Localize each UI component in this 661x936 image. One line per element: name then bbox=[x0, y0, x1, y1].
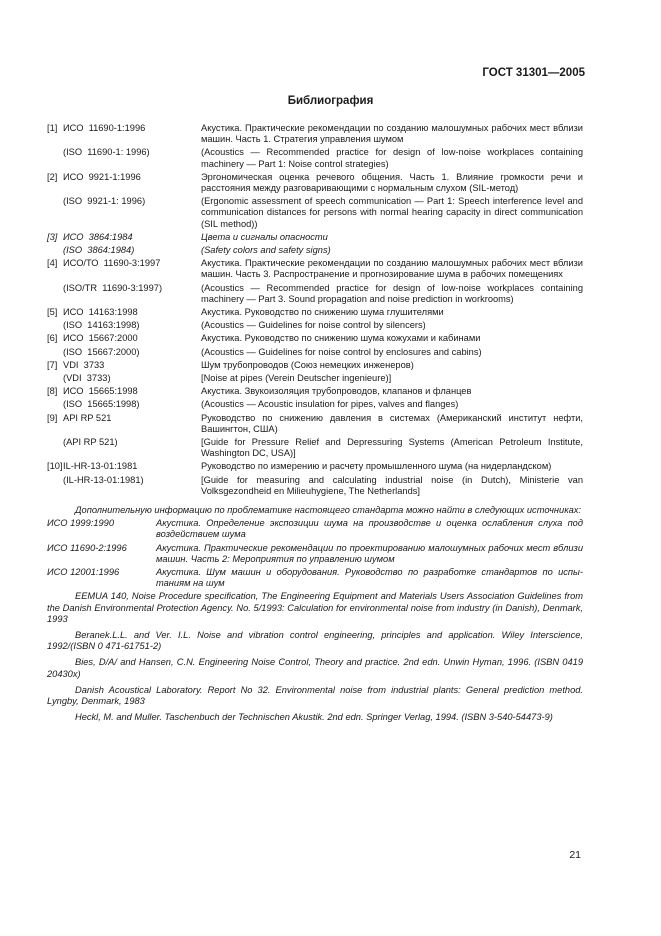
literature-list bbox=[47, 591, 583, 723]
iso-item-text: Акустика. Шум машин и оборудования. Руководство по разработке стандартов по испытаниям на шум bbox=[156, 567, 583, 589]
reference-text: (Ergonomic assessment of speech communication — Part 1: Speech interference level and communication distances for persons with normal hearing capacity in direct communication (SIL method)) bbox=[201, 196, 583, 229]
reference-code: ИСО 9921-1:1996 bbox=[63, 171, 141, 182]
reference-code: (ISO 15665:1998) bbox=[63, 399, 140, 410]
reference-row bbox=[47, 475, 583, 497]
iso-item-code: ИСО 1999:1990 bbox=[47, 518, 115, 529]
literature-item: Danish Acoustical Laboratory. Report No 32. Environmental noise from industrial plants: General prediction method. Lyngby, Denmark, 1983 bbox=[47, 684, 583, 707]
literature-item: Heckl, M. and Muller. Taschenbuch der Technischen Akustik. 2nd edn. Springer Verlag, 1994. (ISBN 3-540-54473-9) bbox=[75, 712, 553, 723]
reference-code: ИСО/ТО 11690-3:1997 bbox=[63, 258, 161, 269]
iso-items-list bbox=[47, 518, 583, 589]
literature-item: EEMUA 140, Noise Procedure specification, The Engineering Equipment and Materials Users Association Guidelines from the Danish Environmental Protection Agency. No. 5/1993: Calculation for environmental noise from industry (in Danish), Denmark, 1993 bbox=[47, 591, 583, 624]
reference-code: (API RP 521) bbox=[63, 437, 118, 448]
reference-text: Акустика. Практические рекомендации по созданию малошумных рабочих мест вблизи машин. Часть 3. Распространение и прогнозирование шума в рабочих помещениях bbox=[201, 258, 583, 280]
reference-row bbox=[47, 283, 583, 305]
reference-row bbox=[47, 413, 583, 435]
reference-code: (ISO/TR 11690-3:1997) bbox=[63, 282, 163, 293]
additional-sources bbox=[47, 505, 583, 728]
reference-text: [Guide for measuring and calculating industrial noise (in Dutch), Ministerie van Volksgezondheid en Milieuhygiene, The Netherlands] bbox=[201, 474, 583, 496]
reference-text: Руководство по снижению давления в системах (Американский институт нефти, Вашингтон, США) bbox=[201, 412, 583, 434]
iso-item bbox=[47, 543, 583, 565]
reference-text: Эргономическая оценка речевого общения. Часть 1. Влияние громкости речи и расстояния между разговаривающими с нормальным слухом (SIL-метод) bbox=[201, 171, 583, 194]
literature-item: Bies, D/A/ and Hansen, C.N. Engineering Noise Control, Theory and practice. 2nd edn. Unwin Hyman, 1996. (ISBN 0419 20430x) bbox=[47, 657, 583, 679]
reference-text: Акустика. Руководство по снижению шума глушителями bbox=[201, 307, 444, 318]
reference-row bbox=[47, 123, 583, 145]
reference-code: ИСО 15665:1998 bbox=[63, 386, 138, 397]
iso-item-text: Акустика. Практические рекомендации по проектированию малошумных рабочих мест вблизи машин. Часть 2: Мероприятия по управлению шумом bbox=[156, 542, 583, 564]
reference-row bbox=[47, 258, 583, 280]
standard-code: ГОСТ 31301—2005 bbox=[482, 67, 585, 79]
reference-number: [6] bbox=[47, 333, 58, 344]
reference-text: (Acoustics — Guidelines for noise control by silencers) bbox=[201, 320, 426, 331]
literature-item: Beranek.L.L. and Ver. I.L. Noise and vibration control engineering, principles and application. Wiley Interscience, 1992/(ISBN 0 471-61751-2) bbox=[47, 630, 583, 652]
reference-row bbox=[47, 373, 583, 384]
reference-row bbox=[47, 461, 583, 472]
reference-code: (ISO 3864:1984) bbox=[63, 245, 135, 256]
reference-number: [2] bbox=[47, 171, 58, 182]
iso-item-code: ИСО 11690-2:1996 bbox=[47, 542, 127, 553]
reference-text: Шум трубопроводов (Союз немецких инженеров) bbox=[201, 359, 414, 370]
reference-text: [Noise at pipes (Verein Deutscher ingenieure)] bbox=[201, 373, 392, 384]
iso-item bbox=[47, 567, 583, 589]
reference-code: (ISO 9921-1: 1996) bbox=[63, 196, 146, 207]
reference-row bbox=[47, 245, 583, 256]
reference-number: [9] bbox=[47, 412, 58, 423]
bibliography-list bbox=[47, 123, 583, 499]
reference-row bbox=[47, 347, 583, 358]
reference-code: (ISO 15667:2000) bbox=[63, 346, 140, 357]
reference-code: ИСО 11690-1:1996 bbox=[63, 123, 146, 133]
iso-item-code: ИСО 12001:1996 bbox=[47, 567, 120, 578]
reference-text: (Acoustics — Recommended practice for design of low-noise workplaces containing machinery — Part 1: Noise control strategies) bbox=[201, 147, 583, 169]
reference-code: ИСО 15667:2000 bbox=[63, 333, 138, 344]
reference-number: [4] bbox=[47, 258, 58, 269]
reference-row bbox=[47, 360, 583, 371]
reference-row bbox=[47, 232, 583, 243]
reference-code: (ISO 14163:1998) bbox=[63, 320, 140, 331]
page-title: Библиография bbox=[287, 95, 374, 107]
reference-number: [3] bbox=[47, 231, 58, 242]
reference-code: (VDI 3733) bbox=[63, 373, 111, 384]
reference-row bbox=[47, 172, 583, 194]
reference-number: [7] bbox=[47, 359, 58, 370]
reference-text: Акустика. Руководство по снижению шума кожухами и кабинами bbox=[201, 333, 481, 344]
iso-item bbox=[47, 518, 583, 540]
reference-code: API RP 521 bbox=[63, 412, 112, 423]
reference-text: (Acoustics — Guidelines for noise control by enclosures and cabins) bbox=[201, 346, 482, 357]
reference-code: ИСО 3864:1984 bbox=[63, 231, 133, 242]
reference-code: IL-HR-13-01:1981 bbox=[63, 461, 138, 472]
reference-code: (ISO 11690-1: 1996) bbox=[63, 147, 150, 158]
reference-code: ИСО 14163:1998 bbox=[63, 307, 138, 318]
reference-row bbox=[47, 147, 583, 169]
reference-text: Акустика. Звукоизоляция трубопроводов, клапанов и фланцев bbox=[201, 386, 472, 397]
reference-row bbox=[47, 196, 583, 230]
reference-row bbox=[47, 437, 583, 459]
reference-text: (Acoustics — Recommended practice for design of low-noise workplaces containing machinery — Part 3. Sound propagation and noise prediction in workrooms) bbox=[201, 282, 583, 304]
reference-number: [5] bbox=[47, 307, 58, 318]
iso-item-text: Акустика. Определение экспозиции шума на производстве и оценка ослабления слуха под воздействием шума bbox=[156, 518, 583, 540]
reference-row bbox=[47, 307, 583, 318]
reference-text: (Safety colors and safety signs) bbox=[201, 245, 331, 256]
reference-text: Цвета и сигналы опасности bbox=[201, 231, 328, 242]
reference-code: (IL-HR-13-01:1981) bbox=[63, 474, 144, 485]
reference-number: [10] bbox=[47, 461, 63, 472]
reference-number: [1] bbox=[47, 123, 58, 133]
reference-number: [8] bbox=[47, 386, 58, 397]
reference-text: Акустика. Практические рекомендации по созданию малошумных рабочих мест вблизи машин. Часть 1. Стратегия управления шумом bbox=[201, 123, 583, 145]
reference-row bbox=[47, 386, 583, 397]
reference-text: Руководство по измерению и расчету промышленного шума (на нидерландском) bbox=[201, 461, 552, 472]
reference-row bbox=[47, 320, 583, 331]
page-number: 21 bbox=[569, 849, 581, 861]
reference-text: [Guide for Pressure Relief and Depressuring Systems (American Petroleum Institute, Washington DC, USA)] bbox=[201, 437, 583, 459]
reference-code: VDI 3733 bbox=[63, 359, 105, 370]
reference-text: (Acoustics — Acoustic insulation for pipes, valves and flanges) bbox=[201, 399, 459, 410]
reference-row bbox=[47, 399, 583, 410]
reference-row bbox=[47, 333, 583, 344]
additional-intro: Дополнительную информацию по проблематике настоящего стандарта можно найти в следующих источниках: bbox=[75, 505, 581, 515]
